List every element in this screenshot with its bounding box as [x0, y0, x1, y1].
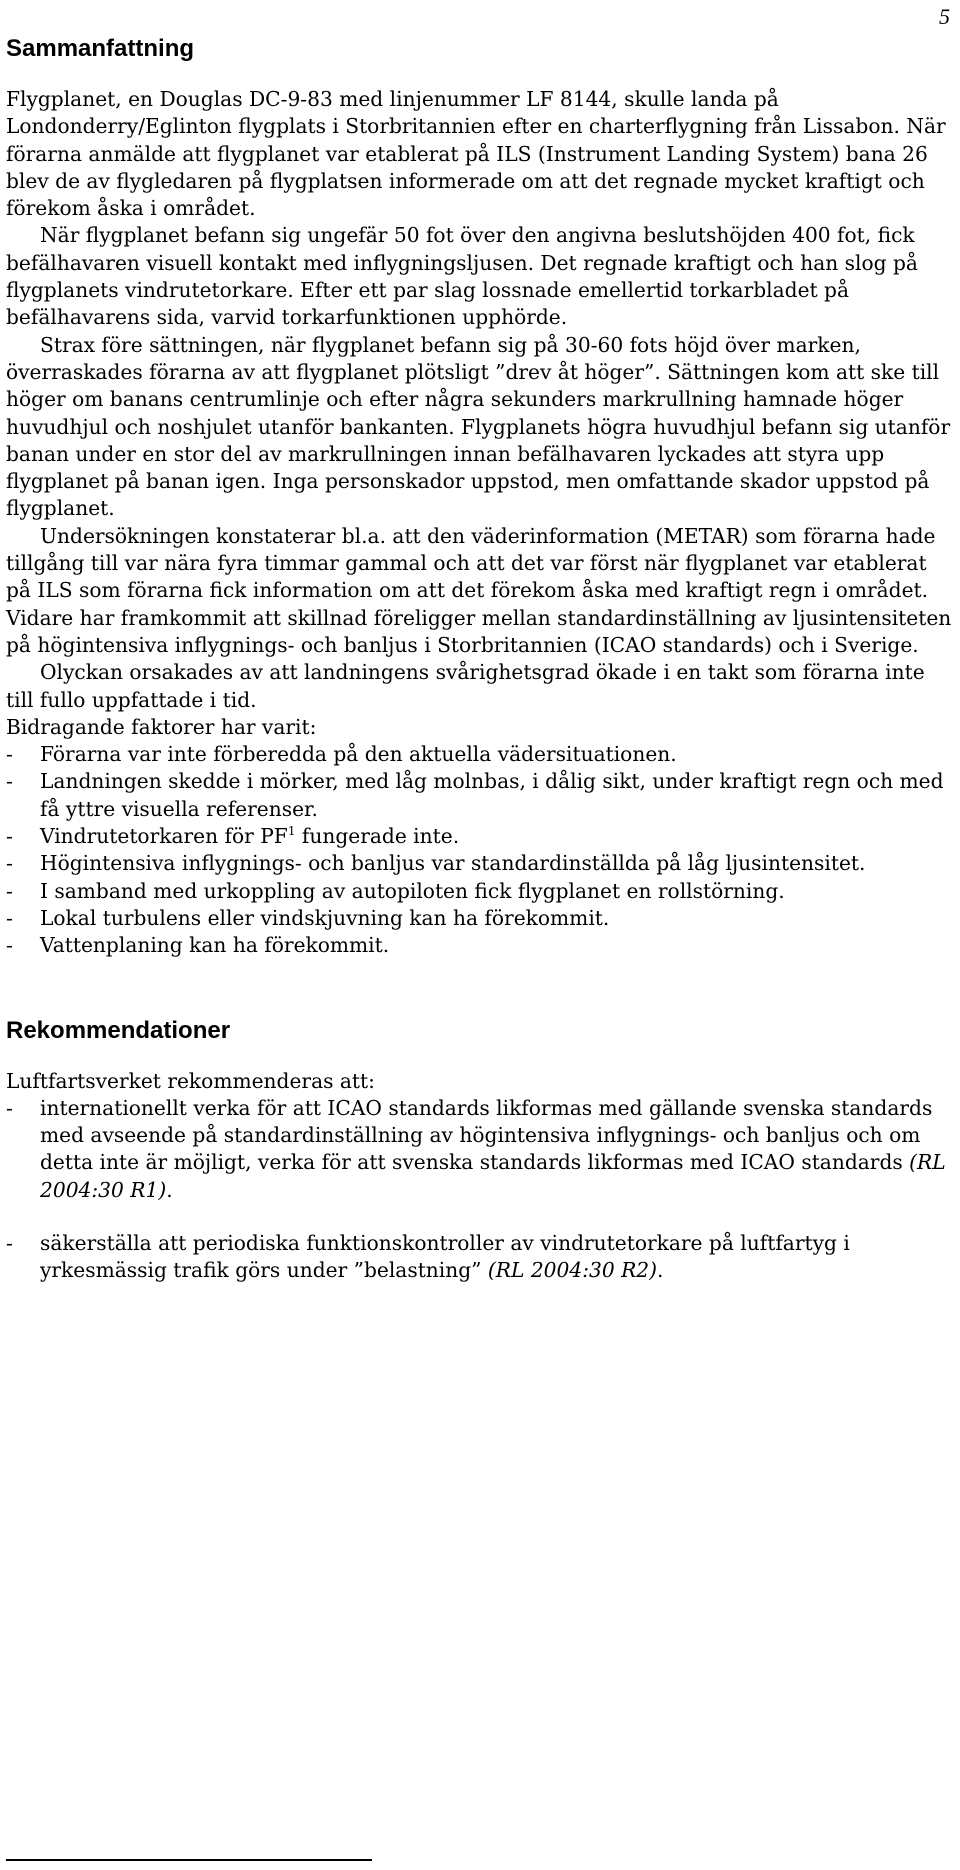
- factor-text: Vindrutetorkaren för PF: [40, 824, 288, 849]
- dash-bullet: -: [6, 878, 13, 903]
- footnote-reference: 1: [287, 824, 296, 839]
- dash-bullet: -: [6, 933, 13, 958]
- contributing-factors-intro: Bidragande faktorer har varit:: [6, 714, 317, 739]
- summary-section: [6, 86, 956, 960]
- dash-bullet: -: [6, 769, 13, 794]
- factor-text: I samband med urkoppling av autopiloten fick flygplanet en rollstörning.: [40, 878, 785, 903]
- dash-bullet: -: [6, 905, 13, 930]
- list-item: [6, 878, 956, 905]
- recommendations-list: [6, 1095, 956, 1285]
- summary-paragraph: Flygplanet, en Douglas DC-9-83 med linjenummer LF 8144, skulle landa på Londonderry/Eglinton flygplats i Storbritannien efter en charterflygning från Lissabon. När förarna anmälde att flygplanet var etablerat på ILS (Instrument Landing System) bana 26 blev de av flygledaren på flygplatsen informerade om att det regnade mycket kraftigt och förekom åska i området.: [6, 87, 946, 221]
- list-item: [6, 905, 956, 932]
- recommendation-text: säkerställa att periodiska funktionskontroller av vindrutetorkare på luftfartyg i yrkesmässig trafik görs under ”belastning”: [40, 1230, 850, 1283]
- dash-bullet: -: [6, 742, 13, 767]
- list-item: [6, 823, 956, 850]
- recommendation-reference: (RL 2004:30 R1): [40, 1150, 946, 1202]
- factor-text: Landningen skedde i mörker, med låg molnbas, i dålig sikt, under kraftigt regn och med få yttre visuella referenser.: [40, 769, 944, 821]
- dash-bullet: -: [6, 1095, 13, 1120]
- summary-paragraph: Undersökningen konstaterar bl.a. att den väderinformation (METAR) som förarna hade tillgång till var nära fyra timmar gammal och att det var först när flygplanet var etablerat på ILS som förarna fick information om att det förekom åska med kraftigt regn i området. Vidare har framkommit att skillnad föreligger mellan standardinställning av ljusintensiteten på högintensiva inflygnings- och banljus i Storbritannien (ICAO standards) och i Sverige.: [6, 523, 952, 657]
- page-number: 5: [939, 4, 950, 29]
- summary-paragraph: Olyckan orsakades av att landningens svårighetsgrad ökade i en takt som förarna inte till fullo uppfattade i tid.: [6, 660, 925, 712]
- contributing-factors-list: [6, 741, 956, 959]
- summary-heading: Sammanfattning: [6, 35, 195, 62]
- factor-text: Vattenplaning kan ha förekommit.: [40, 933, 390, 958]
- recommendations-heading: Rekommendationer: [6, 1016, 231, 1044]
- list-item: [6, 741, 956, 768]
- list-item: [6, 1095, 956, 1204]
- list-item: [6, 1230, 956, 1285]
- list-item: [6, 932, 956, 959]
- factor-text: Lokal turbulens eller vindskjuvning kan ha förekommit.: [40, 905, 610, 930]
- list-item: [6, 850, 956, 877]
- recommendations-section: [6, 1068, 956, 1285]
- summary-paragraph: När flygplanet befann sig ungefär 50 fot över den angivna beslutshöjden 400 fot, fick befälhavaren visuell kontakt med inflygningsljusen. Det regnade kraftigt och han slog på flygplanets vindrutetorkare. Efter ett par slag lossnade emellertid torkarbladet på befälhavarens sida, varvid torkarfunktionen upphörde.: [6, 223, 918, 330]
- factor-text: Förarna var inte förberedda på den aktuella vädersituationen.: [40, 742, 677, 767]
- summary-paragraph: Strax före sättningen, när flygplanet befann sig på 30-60 fots höjd över marken, överraskades förarna av att flygplanet plötsligt ”drev åt höger”. Sättningen kom att ske till höger om banans centrumlinje och efter några sekunders markrullning hamnade höger huvudhjul och noshjulet utanför bankanten. Flygplanets högra huvudhjul befann sig utanför banan under en stor del av markrullningen innan befälhavaren lyckades att styra upp flygplanet på banan igen. Inga personskador uppstod, men omfattande skador uppstod på flygplanet.: [6, 332, 951, 521]
- dash-bullet: -: [6, 824, 13, 849]
- recommendation-text: internationellt verka för att ICAO standards likformas med gällande svenska standards med avseende på standardinställning av högintensiva inflygnings- och banljus och om detta inte är möjligt, verka för att svenska standards likformas med ICAO standards: [40, 1095, 933, 1175]
- dash-bullet: -: [6, 1230, 13, 1255]
- factor-text: fungerade inte.: [295, 824, 460, 849]
- recommendation-end: .: [166, 1177, 173, 1202]
- factor-text: Högintensiva inflygnings- och banljus var standardinställda på låg ljusintensitet.: [40, 851, 866, 876]
- recommendations-intro: Luftfartsverket rekommenderas att:: [6, 1068, 375, 1093]
- recommendation-reference: (RL 2004:30 R2): [487, 1258, 658, 1283]
- document-body: [6, 34, 956, 1285]
- dash-bullet: -: [6, 851, 13, 876]
- footnote-separator: [6, 1859, 372, 1861]
- list-item: [6, 768, 956, 823]
- recommendation-end: .: [657, 1258, 664, 1283]
